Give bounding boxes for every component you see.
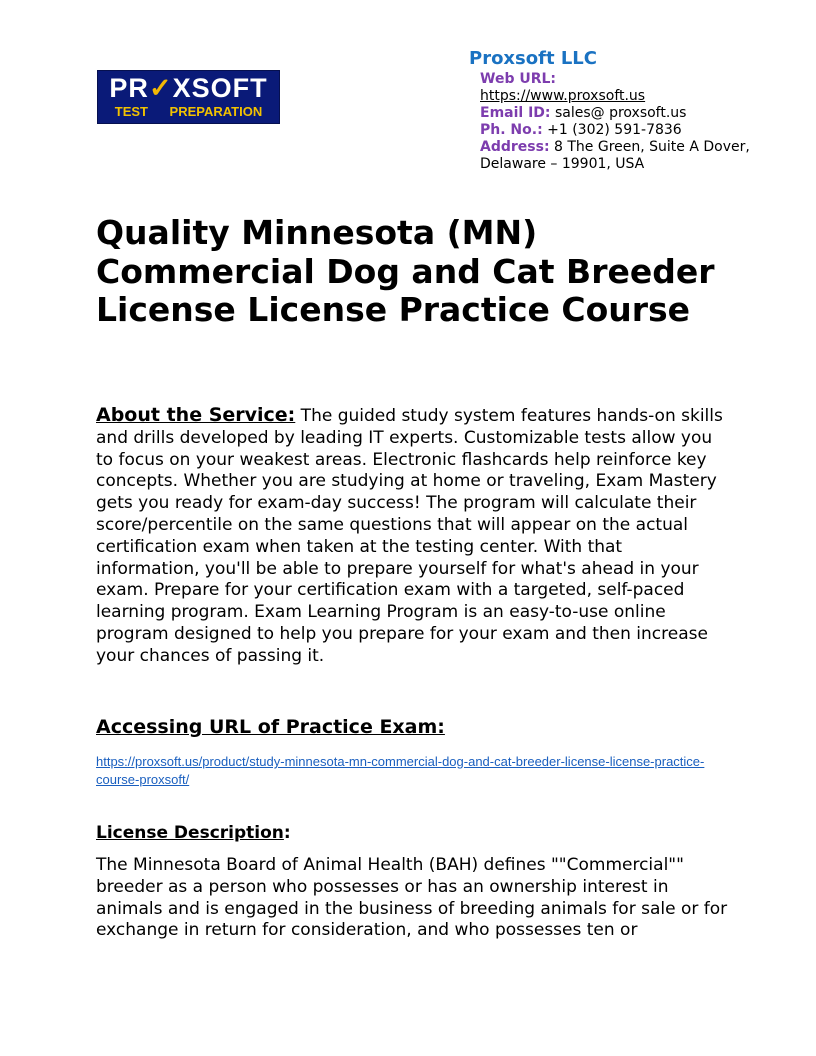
about-heading: About the Service: xyxy=(96,404,296,426)
proxsoft-logo xyxy=(97,70,280,124)
company-name: Proxsoft LLC xyxy=(469,48,597,69)
web-url-label: Web URL: xyxy=(480,71,557,87)
license-heading: License Description xyxy=(96,823,284,843)
phone-label: Ph. No.: xyxy=(480,122,543,138)
logo-tagline-left: TEST xyxy=(114,104,148,119)
license-heading-row xyxy=(96,822,291,844)
logo-wordmark: PR✓XSOFT xyxy=(109,73,268,103)
web-url-row xyxy=(480,71,780,88)
address-row xyxy=(480,139,780,173)
address-value: 8 The Green, Suite A Dover, Delaware – 19901, USA xyxy=(480,139,750,172)
email-value: sales@ proxsoft.us xyxy=(550,105,687,121)
about-text: The guided study system features hands-on skills and drills developed by leading IT experts. Customizable tests allow you to focus on your weakest areas. Electronic flashcards help reinforce key concepts. Whether you are studying at home or traveling, Exam Mastery gets you ready for exam-day success! The program will calculate their score/percentile on the same questions that will appear on the actual certification exam when taken at the testing center. With that information, you'll be able to prepare yourself for what's ahead in your exam. Prepare for your certification exam with a targeted, self-paced learning program. Exam Learning Program is an easy-to-use online program designed to help you prepare for your exam and then increase your chances of passing it. xyxy=(96,406,723,666)
license-description: The Minnesota Board of Animal Health (BAH) defines ""Commercial"" breeder as a person who possesses or has an ownership interest in animals and is engaged in the business of breeding animals for sale or for exchange in return for consideration, and who possesses ten or xyxy=(96,855,728,941)
license-heading-colon: : xyxy=(283,823,291,843)
phone-row xyxy=(480,122,780,139)
email-row xyxy=(480,105,780,122)
address-label: Address: xyxy=(480,139,550,155)
check-icon: ✓ xyxy=(148,73,173,103)
phone-value: +1 (302) 591-7836 xyxy=(542,122,682,138)
logo-tagline-right: PREPARATION xyxy=(169,104,263,119)
web-url-value-row xyxy=(480,88,780,105)
logo-tagline xyxy=(98,103,279,121)
page-title: Quality Minnesota (MN) Commercial Dog and Cat Breeder License License Practice Course xyxy=(96,213,715,329)
about-section xyxy=(96,405,728,668)
email-label: Email ID: xyxy=(480,105,551,121)
web-url-link[interactable]: https://www.proxsoft.us xyxy=(480,88,646,104)
contact-block xyxy=(480,71,780,173)
practice-exam-link[interactable]: https://proxsoft.us/product/study-minnesota-mn-commercial-dog-and-cat-breeder-license-license-practice-course-proxsoft/ xyxy=(96,754,705,787)
access-heading: Accessing URL of Practice Exam: xyxy=(96,716,445,738)
